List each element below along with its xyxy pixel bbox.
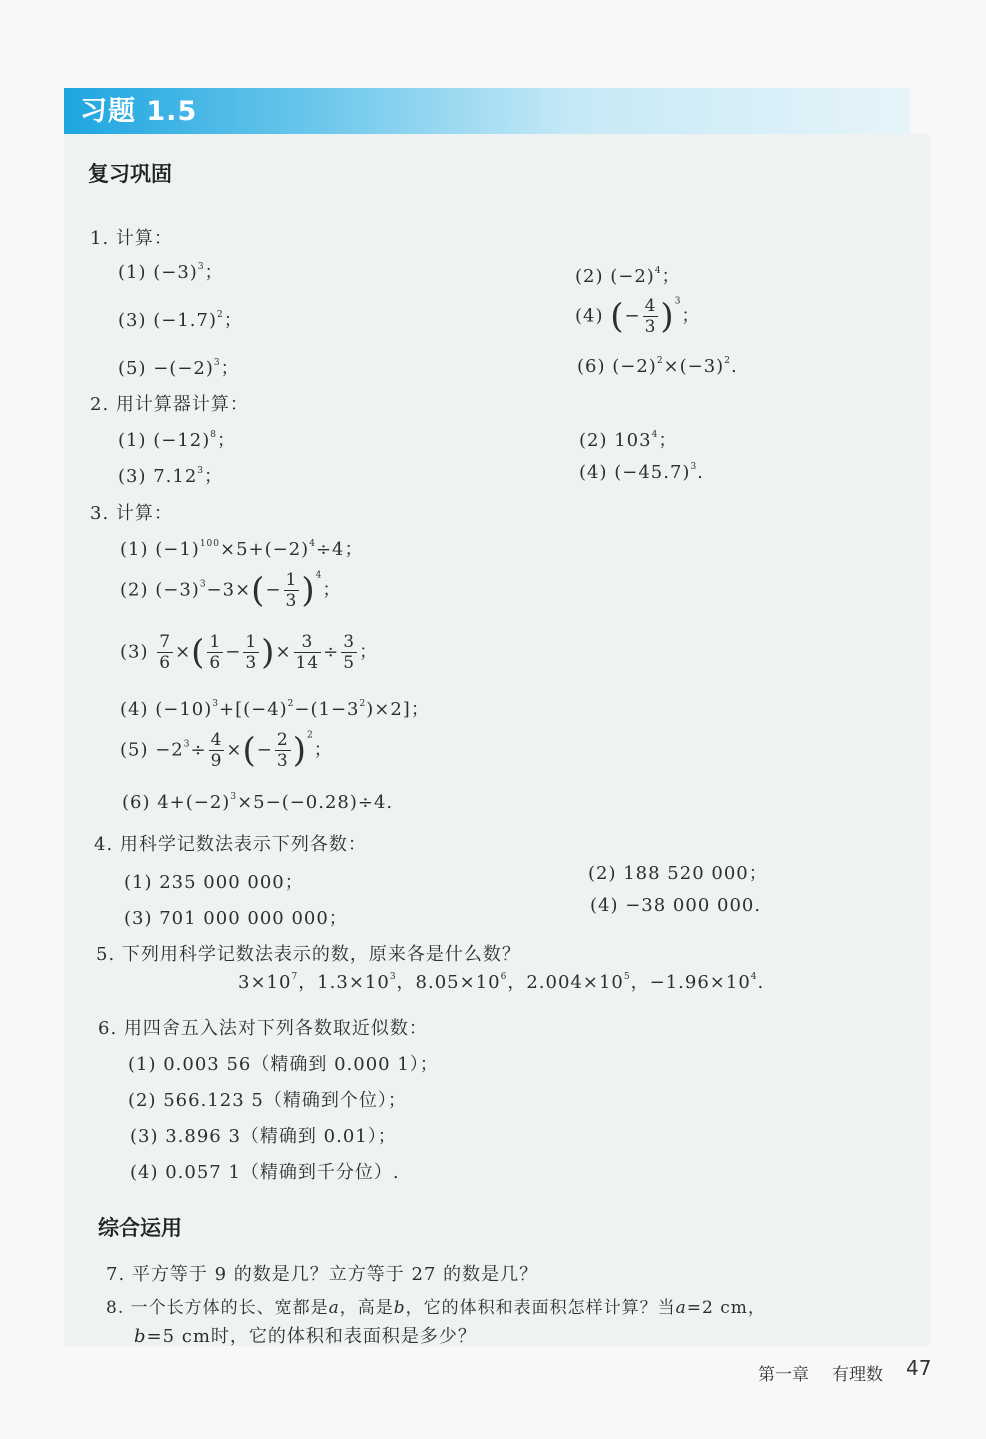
q3-part4: (4) $(-10)^3+[(-4)^2-(1-3^2)\times 2]$； — [120, 699, 430, 720]
fraction: $\frac{3}{14}$ — [295, 632, 320, 673]
q6-part3: (3) 3.896 3（精确到 0.01）； — [130, 1126, 397, 1147]
q4-heading: 4. 用科学记数法表示下列各数： — [94, 834, 367, 855]
q8-line2: b=5 cm时，它的体积和表面积是多少？ — [134, 1326, 477, 1347]
q1-part3: (3) $(-1.7)^2$； — [118, 310, 243, 331]
section-apply: 综合运用 — [98, 1216, 182, 1240]
fraction: $\frac{2}{3}$ — [276, 730, 289, 771]
page-number: 47 — [906, 1356, 932, 1380]
q2-heading: 2. 用计算器计算： — [90, 394, 249, 415]
q7-text: 7. 平方等于 9 的数是几？立方等于 27 的数是几？ — [106, 1264, 539, 1285]
footer-topic: 有理数 — [832, 1365, 883, 1385]
q1-heading: 1. 计算： — [90, 228, 173, 249]
q4-part4: (4) −38 000 000. — [590, 895, 762, 916]
fraction: $\frac{1}{3}$ — [245, 632, 258, 673]
q2-part4: (4) $(-45.7)^3$. — [579, 462, 704, 483]
q4-part3: (3) 701 000 000 000； — [124, 908, 348, 929]
q3-part3: (3) $\frac{7}{6}$ ×( $\frac{1}{6}$ − $\frac{1}{3}$ )× $\frac{3}{14}$ ÷ $\frac{3}{5}$ ； — [120, 632, 379, 673]
q2-part2: (2) $103^4$； — [579, 430, 678, 451]
section-review: 复习巩固 — [88, 162, 172, 186]
fraction: $\frac{1}{6}$ — [209, 632, 222, 673]
q3-part5: $(5) -2^3\div$ $\frac{4}{9}$ ×(− $\frac{2}{3}$ )$^2$； — [120, 730, 333, 771]
fraction: $\frac{7}{6}$ — [159, 632, 172, 673]
footer-chapter: 第一章 — [758, 1365, 809, 1385]
q6-heading: 6. 用四舍五入法对下列各数取近似数： — [98, 1018, 428, 1039]
q1-part5: $(5) -(-2)^3$； — [118, 358, 240, 379]
q5-numbers: $3\times 10^7$，$1.3\times 10^3$，$8.05\times 10^6$，$2.004\times 10^5$，$-1.96\times 10^4$. — [238, 972, 765, 993]
q5-heading: 5. 下列用科学记数法表示的数，原来各是什么数？ — [96, 944, 521, 965]
q2-part3: (3) 7.12$^3$； — [118, 466, 224, 487]
q3-part2: (2) $(-3)^3-3\times(-$ $\frac{1}{3}$ )$^4$； — [120, 570, 342, 611]
fraction: $\frac{1}{3}$ — [285, 570, 298, 611]
fraction: $\frac{4}{9}$ — [210, 730, 223, 771]
exercise-title: 习题 1.5 — [80, 96, 198, 127]
q3-part1: (1) $(-1)^{100}\times 5+(-2)^4\div 4$； — [120, 539, 364, 560]
q1-part4: (4) (− $\frac{4}{3}$ )$^3$； — [575, 296, 701, 337]
q3-part6: (6) $4+(-2)^3\times 5-(-0.28)\div 4$. — [122, 792, 394, 813]
q1-part1: (1) $(-3)^3$； — [118, 262, 224, 283]
q6-part1: (1) 0.003 56（精确到 0.000 1）； — [128, 1054, 439, 1075]
q4-part2: (2) 188 520 000； — [588, 863, 768, 884]
fraction: $\frac{4}{3}$ — [644, 296, 657, 337]
q1-part2: (2) $(-2)^4$； — [575, 266, 681, 287]
q2-part1: (1) $(-12)^8$； — [118, 430, 236, 451]
q3-heading: 3. 计算： — [90, 503, 173, 524]
fraction: $\frac{3}{5}$ — [343, 632, 356, 673]
q6-part4: (4) 0.057 1（精确到千分位）. — [130, 1162, 400, 1183]
q1-part6: (6) $(-2)^2\times(-3)^2$. — [577, 356, 738, 377]
q6-part2: (2) 566.123 5（精确到个位）； — [128, 1090, 407, 1111]
q4-part1: (1) 235 000 000； — [124, 872, 304, 893]
q8-line1: 8. 一个长方体的长、宽都是a，高是b，它的体积和表面积怎样计算？当a=2 cm， — [106, 1298, 766, 1318]
